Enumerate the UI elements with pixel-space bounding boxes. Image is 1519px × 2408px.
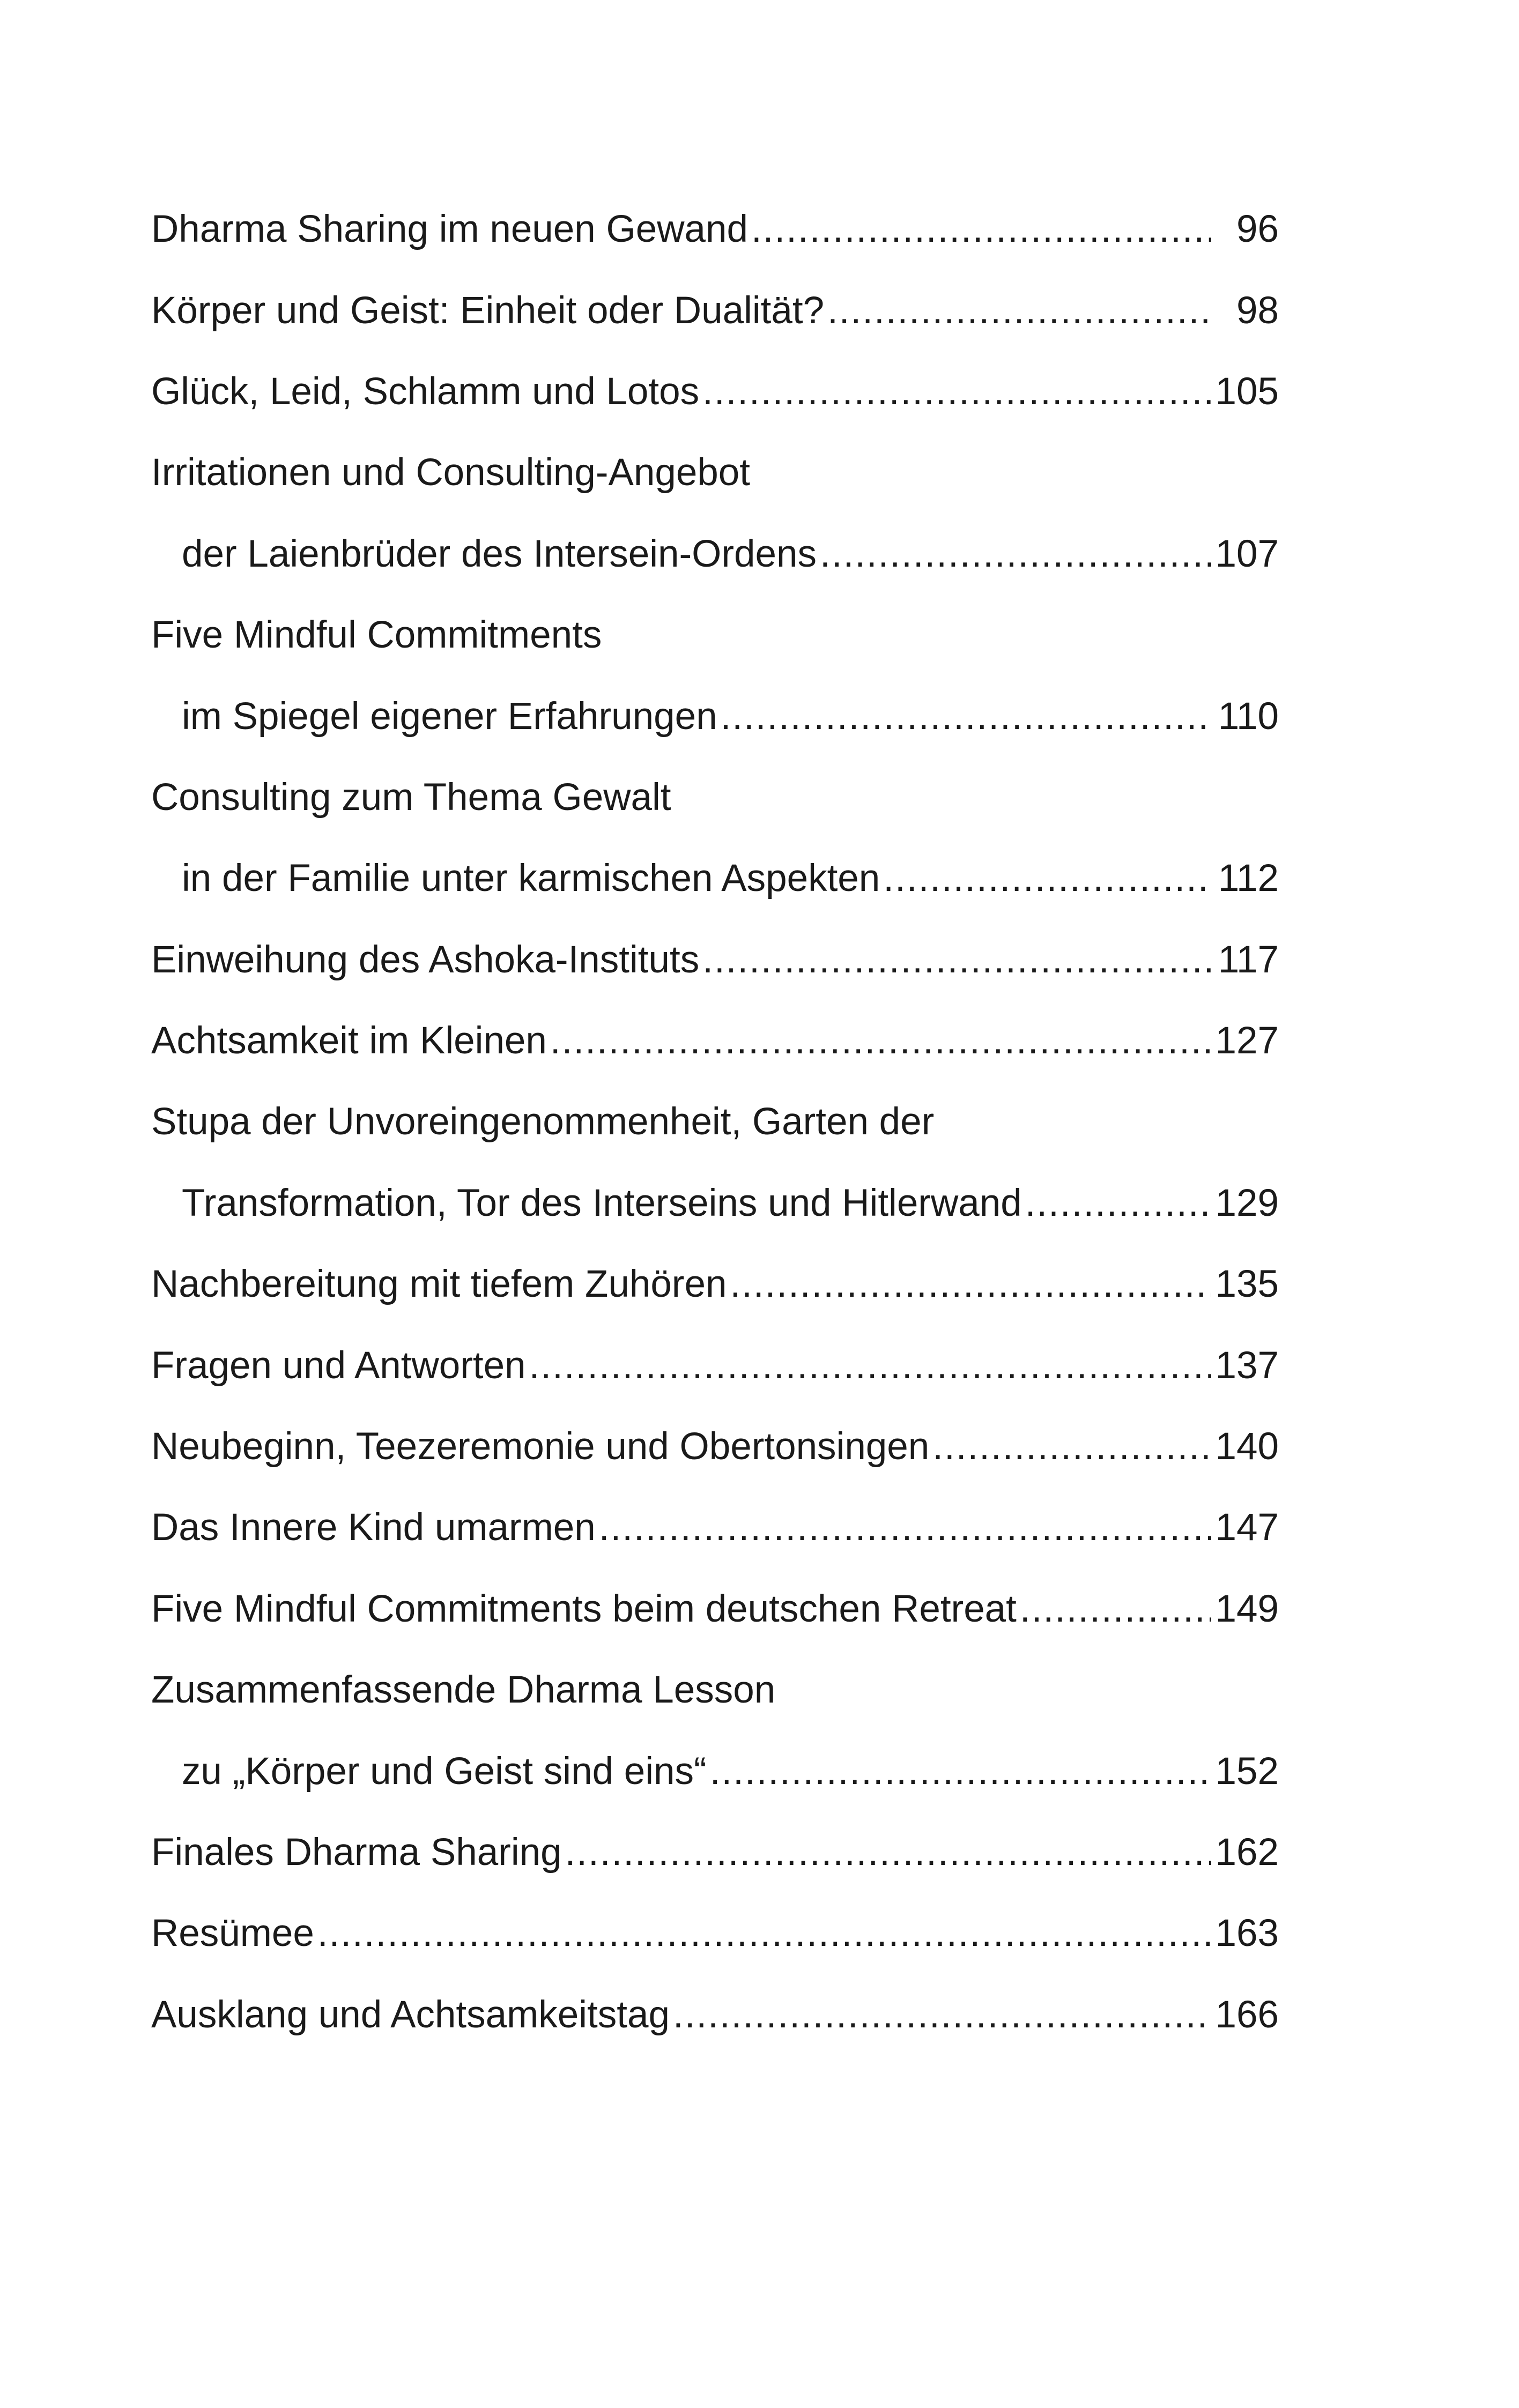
toc-entry-title: Achtsamkeit im Kleinen — [151, 1020, 547, 1062]
dot-leader — [565, 1833, 1211, 1871]
dot-leader — [529, 1347, 1211, 1385]
toc-entry-page: 147 — [1215, 1506, 1279, 1549]
toc-entry — [151, 270, 1279, 351]
toc-entry — [151, 1730, 1279, 1811]
toc-entry-heading — [151, 432, 1279, 513]
toc-entry-title: der Laienbrüder des Intersein-Ordens — [182, 532, 817, 575]
toc-entry-page: 110 — [1218, 695, 1279, 738]
toc-entry-title: Consulting zum Thema Gewalt — [151, 776, 671, 819]
toc-entry-title: Nachbereitung mit tiefem Zuhören — [151, 1263, 727, 1306]
toc-entry-page: 117 — [1218, 938, 1279, 981]
toc-entry-heading — [151, 1081, 1279, 1162]
dot-leader — [721, 697, 1211, 735]
toc-entry — [151, 1000, 1279, 1081]
toc-entry-title: Zusammenfassende Dharma Lesson — [151, 1669, 776, 1712]
toc-entry-title: Dharma Sharing im neuen Gewand — [151, 208, 748, 251]
toc-entry-page: 107 — [1215, 532, 1279, 575]
toc-entry-page: 166 — [1215, 1993, 1279, 2036]
toc-entry-page: 112 — [1218, 857, 1279, 900]
toc-entry-title: im Spiegel eigener Erfahrungen — [182, 695, 717, 738]
toc-entry — [151, 189, 1279, 270]
dot-leader — [710, 1752, 1211, 1790]
dot-leader — [730, 1265, 1211, 1303]
dot-leader — [599, 1508, 1211, 1547]
toc-entry — [151, 675, 1279, 756]
dot-leader — [932, 1428, 1211, 1466]
toc-entry-page: 127 — [1215, 1020, 1279, 1062]
dot-leader — [702, 941, 1211, 979]
toc-entry — [151, 1893, 1279, 1974]
dot-leader — [673, 1996, 1211, 2034]
toc-entry-page: 98 — [1236, 289, 1279, 332]
toc-entry-title: Neubeginn, Teezeremonie und Obertonsingen — [151, 1425, 930, 1468]
toc-entry-title: Five Mindful Commitments — [151, 614, 602, 657]
dot-leader — [751, 210, 1211, 248]
toc-entry-title: zu „Körper und Geist sind eins“ — [182, 1750, 707, 1793]
toc-entry — [151, 919, 1279, 1000]
toc-entry-title: Resümee — [151, 1912, 314, 1955]
dot-leader — [317, 1914, 1211, 1952]
toc-entry — [151, 1812, 1279, 1893]
toc-entry-page: 140 — [1215, 1425, 1279, 1468]
toc-entry-heading — [151, 594, 1279, 675]
dot-leader — [820, 535, 1211, 573]
toc-entry-page: 135 — [1215, 1263, 1279, 1306]
toc-entry — [151, 1163, 1279, 1244]
toc-entry — [151, 1244, 1279, 1325]
toc-entry-page: 152 — [1215, 1750, 1279, 1793]
toc-entry-title: Irritationen und Consulting-Angebot — [151, 451, 751, 494]
toc-entry-page: 162 — [1215, 1831, 1279, 1874]
toc-entry — [151, 1569, 1279, 1649]
dot-leader — [550, 1022, 1211, 1060]
toc-entry-title: in der Familie unter karmischen Aspekten — [182, 857, 880, 900]
toc-entry-page: 105 — [1215, 370, 1279, 413]
dot-leader — [1025, 1184, 1211, 1222]
toc-entry-page: 129 — [1215, 1181, 1279, 1224]
toc-entry-title: Fragen und Antworten — [151, 1344, 526, 1387]
toc-entry-heading — [151, 1649, 1279, 1730]
toc-entry-page: 149 — [1215, 1587, 1279, 1630]
toc-entry — [151, 1487, 1279, 1568]
dot-leader — [702, 373, 1211, 411]
toc-entry-title: Five Mindful Commitments beim deutschen Retreat — [151, 1587, 1017, 1630]
toc-entry-title: Glück, Leid, Schlamm und Lotos — [151, 370, 700, 413]
dot-leader — [1020, 1590, 1211, 1628]
toc-entry-heading — [151, 757, 1279, 838]
toc-entry — [151, 1974, 1279, 2055]
dot-leader — [827, 292, 1211, 330]
toc-entry — [151, 351, 1279, 432]
toc-entry-page: 96 — [1236, 208, 1279, 251]
toc-entry-title: Das Innere Kind umarmen — [151, 1506, 596, 1549]
toc-entry-title: Stupa der Unvoreingenommenheit, Garten der — [151, 1101, 935, 1143]
toc-entry-title: Transformation, Tor des Interseins und Hitlerwand — [182, 1181, 1022, 1224]
toc-entry-title: Einweihung des Ashoka-Instituts — [151, 938, 700, 981]
toc-entry-title: Körper und Geist: Einheit oder Dualität? — [151, 289, 825, 332]
toc-entry-title: Ausklang und Achtsamkeitstag — [151, 1993, 670, 2036]
toc-entry — [151, 838, 1279, 919]
toc-entry-page: 137 — [1215, 1344, 1279, 1387]
dot-leader — [883, 859, 1211, 897]
table-of-contents — [151, 189, 1279, 2055]
toc-entry — [151, 514, 1279, 594]
toc-entry — [151, 1406, 1279, 1487]
toc-entry — [151, 1325, 1279, 1406]
toc-entry-page: 163 — [1215, 1912, 1279, 1955]
toc-entry-title: Finales Dharma Sharing — [151, 1831, 562, 1874]
